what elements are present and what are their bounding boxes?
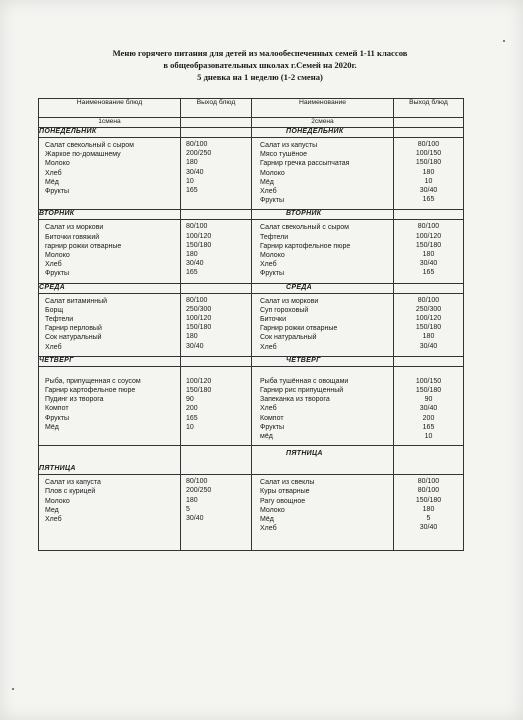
dish-item: Гарнир картофельное пюре — [260, 242, 351, 250]
dish-list-left — [39, 138, 181, 210]
output-value: 250/300 — [415, 305, 442, 313]
output-value: 150/180 — [415, 496, 442, 504]
output-list-right — [394, 220, 464, 283]
output-value: 10 — [424, 177, 433, 185]
shift-left-spacer — [181, 118, 252, 128]
output-value: 100/120 — [415, 315, 442, 323]
output-value: 30/40 — [419, 260, 438, 268]
output-list-right — [394, 138, 464, 210]
day-header-row — [39, 356, 464, 366]
day-menu-row — [39, 475, 464, 551]
dish-item: Куры отварные — [260, 488, 310, 496]
output-value: 80/100 — [186, 141, 208, 148]
dish-item: Фрукты — [260, 197, 285, 205]
shift-right: 2смена — [252, 118, 394, 128]
dish-item: Салат из моркови — [260, 297, 319, 305]
output-value: 5 — [186, 505, 190, 513]
dish-item: Салат из моркови — [45, 224, 104, 232]
output-value: 80/100 — [417, 141, 440, 148]
dish-item: Салат витаминный — [45, 297, 108, 305]
dish-list-right — [252, 293, 394, 356]
output-value: 80/100 — [186, 478, 208, 486]
day-menu-row — [39, 293, 464, 356]
day-blank — [394, 128, 464, 138]
day-blank — [394, 446, 464, 475]
dish-item: Мёд — [45, 178, 59, 186]
dish-item: Гарнир рис припущенный — [260, 387, 344, 395]
output-value: 5 — [426, 515, 431, 523]
dish-item: Молоко — [45, 497, 70, 505]
output-value: 100/150 — [415, 377, 442, 385]
output-value: 165 — [186, 269, 198, 277]
dish-list-right — [252, 220, 394, 283]
output-value: 165 — [422, 269, 435, 277]
day-blank — [181, 356, 252, 366]
dish-item: Компот — [45, 405, 69, 413]
dish-item: Сок натуральный — [45, 334, 102, 342]
output-value: 100/120 — [186, 315, 212, 323]
output-value: 80/100 — [417, 296, 440, 304]
dish-item: Молоко — [45, 252, 70, 260]
output-value: 100/120 — [415, 232, 442, 240]
dish-item: Рыба, припущенная с соусом — [45, 377, 141, 385]
day-menu-row — [39, 138, 464, 210]
dish-item: Гарнир рожки отварные — [260, 325, 338, 333]
dish-item: Пудинг из творога — [45, 396, 104, 404]
dish-list-right — [252, 475, 394, 551]
scan-speck — [503, 40, 505, 42]
dish-item: Мед — [45, 506, 59, 514]
output-list-left — [181, 138, 252, 210]
shift-left: 1смена — [39, 118, 181, 128]
output-value: 80/100 — [186, 296, 208, 304]
dish-item: Борщ — [45, 306, 64, 314]
dish-item: Хлеб — [260, 261, 277, 269]
day-menu-row — [39, 366, 464, 445]
dish-item: Хлеб — [45, 261, 62, 269]
dish-item: Фрукты — [45, 188, 70, 196]
output-value: 150/180 — [415, 387, 442, 395]
output-value: 30/40 — [419, 405, 438, 413]
output-value: 165 — [422, 423, 435, 431]
dish-item: Молоко — [260, 252, 285, 260]
output-list-left — [181, 366, 252, 445]
day-name-right: СРЕДА — [252, 283, 394, 293]
day-blank — [181, 283, 252, 293]
dish-item: Гарнир гречка рассыпчатая — [260, 160, 350, 168]
dish-item: Салат свекольный с сыром — [260, 224, 349, 232]
dish-item: Хлеб — [260, 343, 277, 351]
header-output-right: Выход блюд — [394, 99, 464, 118]
output-value: 30/40 — [419, 187, 438, 195]
shift-row — [39, 118, 464, 128]
output-value: 200 — [422, 414, 435, 422]
day-blank — [394, 356, 464, 366]
dish-item: Сок натуральный — [260, 334, 317, 342]
day-header-row — [39, 128, 464, 138]
output-list-left — [181, 475, 252, 551]
output-value: 200/250 — [186, 487, 212, 495]
header-dish-name: Наименование блюд — [39, 99, 181, 118]
dish-list-right — [252, 366, 394, 445]
dish-item: Салат из капусты — [260, 142, 318, 149]
dish-list-left — [39, 366, 181, 445]
output-value: 80/100 — [417, 487, 440, 495]
day-name-left: ВТОРНИК — [39, 210, 181, 220]
output-value: 100/120 — [186, 377, 212, 385]
output-value: 150/180 — [415, 324, 442, 332]
day-name-right: ЧЕТВЕРГ — [252, 356, 394, 366]
dish-item: Мёд — [260, 178, 274, 186]
dish-list-left — [39, 475, 181, 551]
output-value: 150/180 — [186, 241, 212, 249]
dish-item: Тефтели — [45, 316, 74, 324]
output-value: 165 — [186, 187, 198, 195]
dish-item: гарнир рожки отварные — [45, 242, 122, 250]
title-line-1: Меню горячего питания для детей из малообеспеченных семей 1-11 классов — [112, 48, 408, 58]
output-value: 30/40 — [186, 515, 204, 523]
output-value: 30/40 — [186, 342, 204, 350]
output-value: 80/100 — [417, 478, 440, 486]
output-value: 80/100 — [417, 223, 440, 231]
dish-item: Мясо тушёное — [260, 151, 307, 159]
output-value: 30/40 — [186, 260, 204, 268]
day-blank — [394, 283, 464, 293]
dish-item: Запеканка из творога — [260, 396, 330, 404]
output-value: 200 — [186, 405, 198, 413]
dish-item: Салат из капуста — [45, 479, 101, 487]
dish-item: Биточки говяжий — [45, 233, 100, 241]
day-header-row — [39, 210, 464, 220]
dish-item: мёд — [260, 433, 273, 441]
dish-item: Фрукты — [45, 414, 70, 422]
day-blank — [181, 446, 252, 475]
dish-list-left — [39, 293, 181, 356]
dish-item: Тефтели — [260, 233, 289, 241]
dish-item: Молоко — [45, 160, 70, 168]
output-value: 30/40 — [186, 168, 204, 176]
output-value: 180 — [186, 251, 198, 259]
output-list-right — [394, 366, 464, 445]
day-header-row — [39, 446, 464, 475]
menu-table — [38, 98, 464, 551]
output-value: 80/100 — [186, 223, 208, 231]
output-value: 180 — [186, 333, 198, 341]
dish-item: Фрукты — [260, 270, 285, 278]
dish-item: Рагу овощное — [260, 497, 306, 505]
header-output: Выход блюд — [181, 99, 252, 118]
output-value: 30/40 — [419, 524, 438, 532]
scan-speck — [12, 688, 14, 690]
dish-item: Молоко — [260, 506, 285, 514]
output-value: 150/180 — [186, 387, 212, 395]
output-value: 250/300 — [186, 305, 212, 313]
output-value: 180 — [186, 159, 198, 167]
day-menu-row — [39, 220, 464, 283]
output-list-right — [394, 293, 464, 356]
output-value: 180 — [422, 251, 435, 259]
day-blank — [181, 210, 252, 220]
output-value: 180 — [186, 496, 198, 504]
dish-item: Хлеб — [260, 525, 277, 533]
header-dish-name-right: Наименование — [252, 99, 394, 118]
shift-right-spacer — [394, 118, 464, 128]
title-line-3: 5 дневка на 1 неделю (1-2 смена) — [197, 72, 323, 82]
output-value: 180 — [422, 168, 435, 176]
day-blank — [181, 128, 252, 138]
dish-item: Молоко — [260, 169, 285, 177]
output-value: 30/40 — [419, 342, 438, 350]
dish-item: Фрукты — [45, 270, 70, 278]
dish-item: Гарнир перловый — [45, 325, 102, 333]
day-name-left: СРЕДА — [39, 283, 181, 293]
dish-item: Мёд — [45, 423, 59, 431]
output-value: 150/180 — [415, 241, 442, 249]
day-name-right: ПОНЕДЕЛЬНИК — [252, 128, 394, 138]
output-value: 180 — [422, 333, 435, 341]
output-value: 100/150 — [415, 150, 442, 158]
output-value: 180 — [422, 505, 435, 513]
title-line-2: в общеобразовательных школах г.Семей на 2020г. — [163, 60, 357, 70]
day-name-right: ВТОРНИК — [252, 210, 394, 220]
output-list-right — [394, 475, 464, 551]
day-name-left: ПОНЕДЕЛЬНИК — [39, 128, 181, 138]
output-value: 10 — [186, 423, 194, 431]
output-value: 90 — [186, 396, 194, 404]
dish-item: Хлеб — [260, 188, 277, 196]
dish-item: Хлеб — [260, 405, 277, 413]
dish-item: Хлеб — [45, 169, 62, 177]
dish-item: Фрукты — [260, 423, 285, 431]
dish-item: Хлеб — [45, 343, 62, 351]
output-value: 165 — [186, 414, 198, 422]
output-value: 90 — [424, 396, 433, 404]
table-header-row — [39, 99, 464, 118]
output-list-left — [181, 220, 252, 283]
output-list-left — [181, 293, 252, 356]
dish-item: Салат свекольный с сыром — [45, 142, 134, 149]
dish-item: Биточки — [260, 316, 286, 324]
dish-item: Салат из свеклы — [260, 479, 315, 487]
dish-list-left — [39, 220, 181, 283]
day-blank — [394, 210, 464, 220]
dish-item: Компот — [260, 414, 284, 422]
dish-item: Мёд — [260, 516, 274, 524]
dish-item: Жаркое по-домашнему — [45, 151, 121, 159]
output-value: 10 — [186, 177, 194, 185]
day-name-left: ПЯТНИЦА — [39, 446, 181, 475]
day-name-left: ЧЕТВЕРГ — [39, 356, 181, 366]
output-value: 150/180 — [186, 324, 212, 332]
output-value: 100/120 — [186, 232, 212, 240]
dish-item: Плов с курицей — [45, 488, 96, 496]
day-header-row — [39, 283, 464, 293]
document-title — [60, 47, 460, 83]
dish-item: Хлеб — [45, 516, 62, 524]
dish-item: Рыба тушённая с овощами — [260, 377, 349, 385]
dish-item: Гарнир картофельное пюре — [45, 387, 136, 395]
dish-item: Суп гороховый — [260, 306, 309, 314]
dish-list-right — [252, 138, 394, 210]
output-value: 200/250 — [186, 150, 212, 158]
output-value: 150/180 — [415, 159, 442, 167]
day-name-right: ПЯТНИЦА — [252, 446, 394, 475]
output-value: 165 — [422, 196, 435, 204]
output-value: 10 — [424, 433, 433, 441]
